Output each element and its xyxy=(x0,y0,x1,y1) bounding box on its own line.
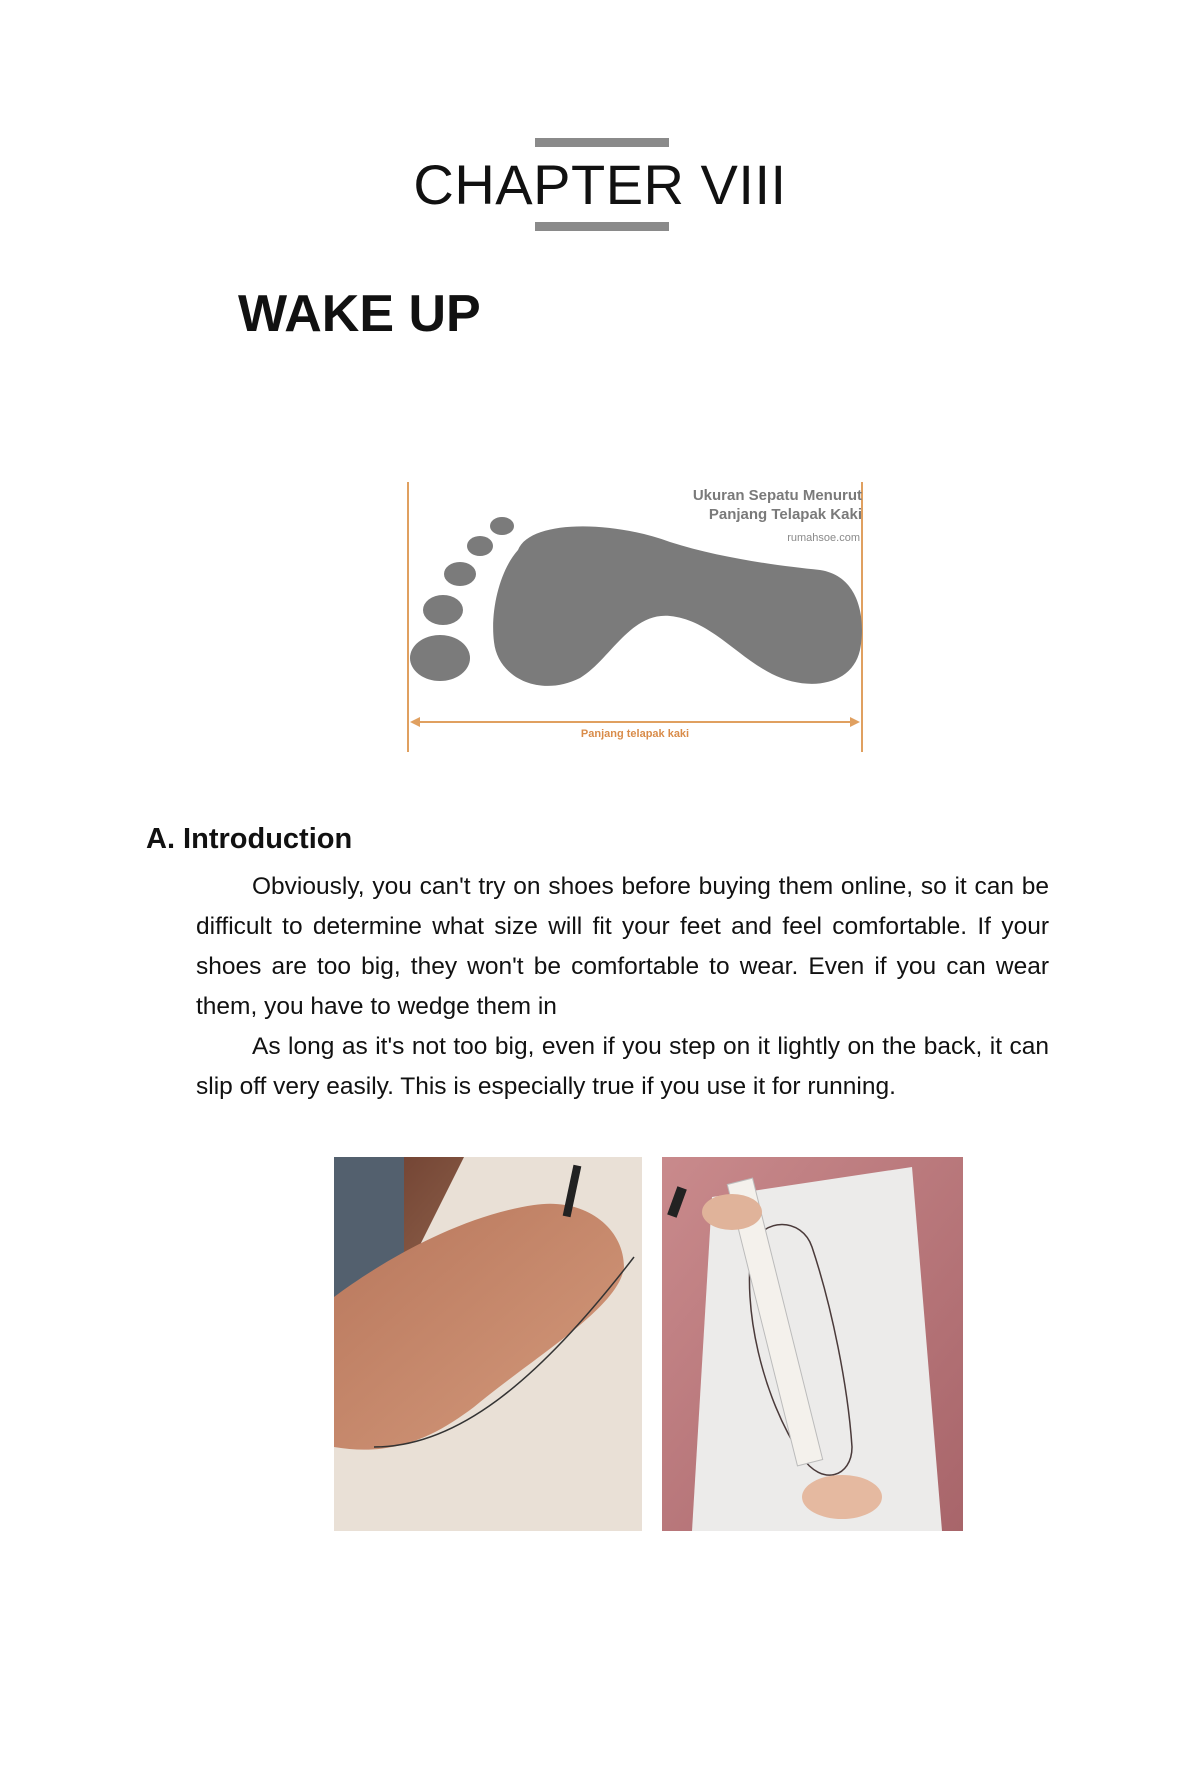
chapter-bottom-rule xyxy=(535,222,669,231)
chapter-heading xyxy=(400,138,800,234)
diagram-title-line2: Panjang Telapak Kaki xyxy=(708,506,862,523)
diagram-title-line1: Ukuran Sepatu Menurut xyxy=(692,487,862,504)
photo-foot-measuring xyxy=(662,1157,963,1531)
paragraph-2: As long as it's not too big, even if you step on it lightly on the back, it can slip off very easily. This is especially true if you use it for running. xyxy=(196,1033,1049,1100)
chapter-title: WAKE UP xyxy=(238,285,481,343)
diagram-title xyxy=(693,486,862,524)
paragraph-1: Obviously, you can't try on shoes before buying them online, so it can be difficult to determine what size will fit your feet and feel comfortable. If your shoes are too big, they won't be comfortable to wear. Even if you can wear them, you have to wedge them in xyxy=(196,873,1049,1020)
photo-foot-tracing xyxy=(334,1157,642,1531)
diagram-caption: Panjang telapak kaki xyxy=(580,728,690,740)
foot-length-diagram xyxy=(400,480,870,762)
section-heading: A. Introduction xyxy=(146,823,353,855)
diagram-source: rumahsoe.com xyxy=(787,532,860,544)
chapter-top-rule xyxy=(535,138,669,147)
chapter-label: CHAPTER VIII xyxy=(413,153,787,216)
